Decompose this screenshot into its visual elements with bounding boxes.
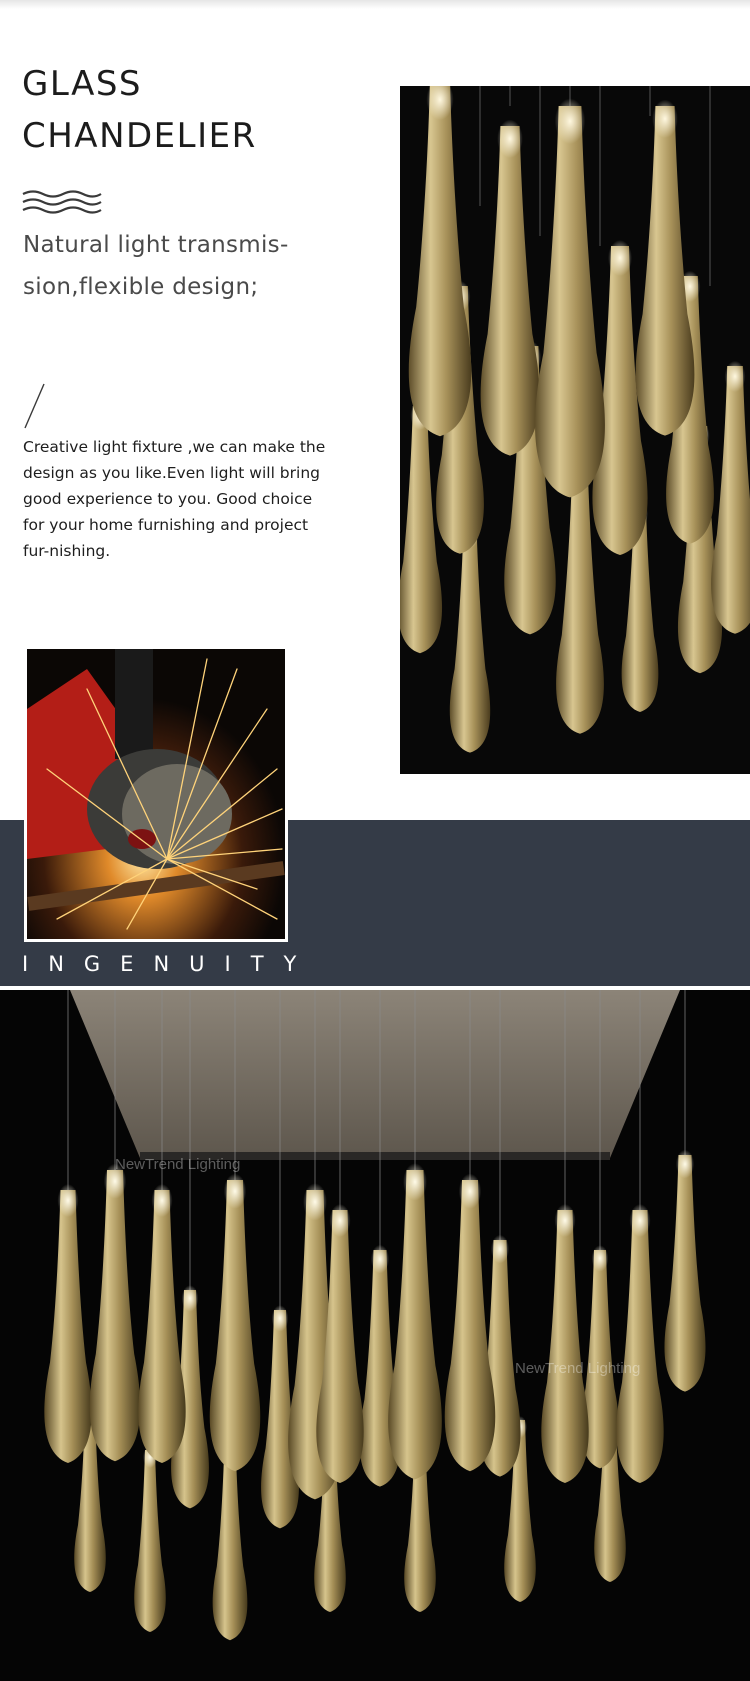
ingenuity-label: INGENUITY — [22, 952, 317, 976]
chandelier-photo-bottom — [0, 990, 750, 1681]
title-line-1: GLASS — [22, 64, 142, 104]
page-title — [22, 58, 257, 162]
grinder-sparks-photo — [27, 649, 285, 939]
chandelier-photo-top — [400, 86, 750, 774]
top-shadow-line — [0, 0, 750, 9]
wave-lines-icon — [22, 189, 102, 217]
grinder-photo-frame — [24, 646, 288, 942]
description-text: Creative light fixture ,we can make the design as you like.Even light will bring good experience to you. Good choice for your home furnishing and project fur-nishing. — [23, 438, 326, 560]
title-line-2: CHANDELIER — [22, 116, 257, 156]
subtitle: Natural light transmis-sion,flexible design; — [23, 232, 289, 300]
slash-divider-icon — [22, 382, 48, 430]
watermark-2: NewTrend Lighting — [515, 1360, 641, 1377]
watermark-1: NewTrend Lighting — [115, 1156, 241, 1173]
